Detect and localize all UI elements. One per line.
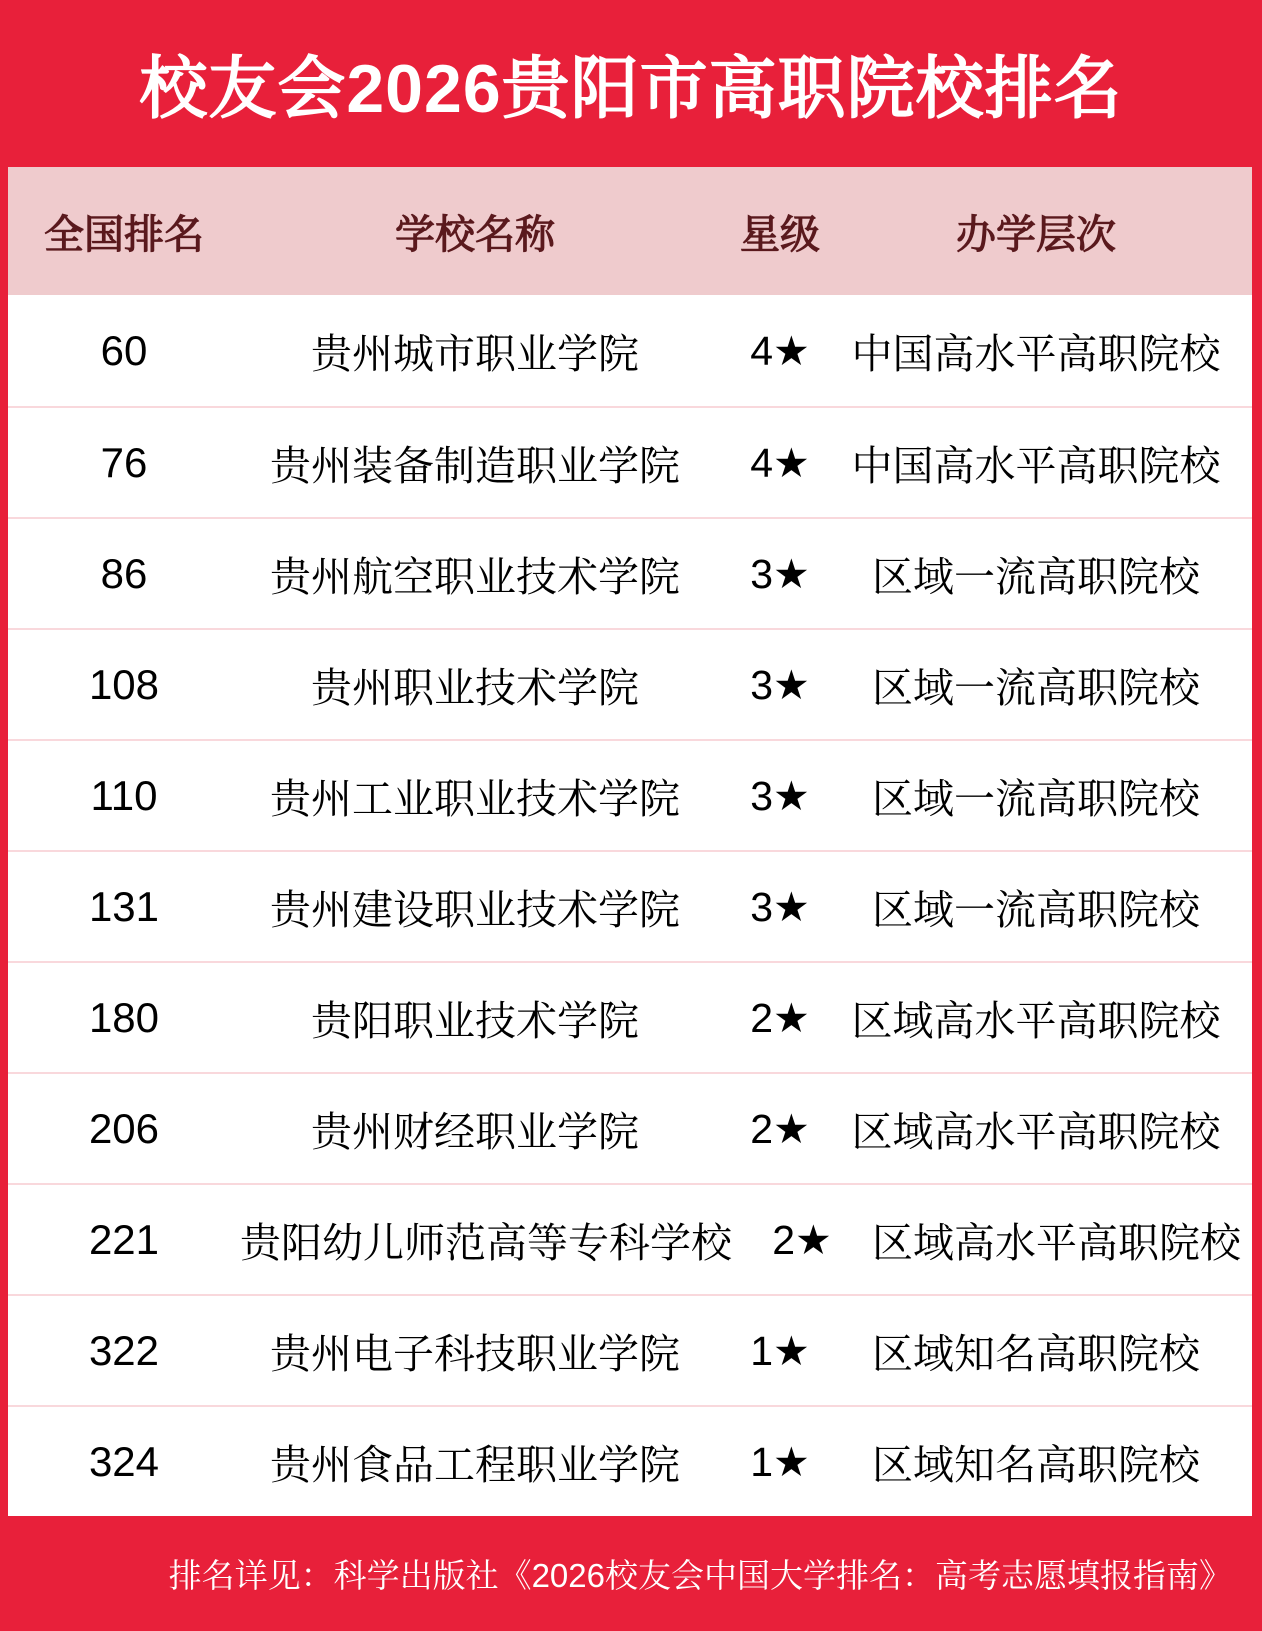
level-cell: 区域知名高职院校 <box>872 1331 1200 1377</box>
table-row <box>8 1183 1252 1294</box>
rank-cell: 206 <box>88 1104 160 1152</box>
stars-cell: 2★ <box>750 994 810 1041</box>
level-cell: 中国高水平高职院校 <box>851 331 1221 377</box>
stars-cell: 3★ <box>750 883 810 930</box>
rank-cell: 86 <box>100 549 148 597</box>
school-cell: 贵阳职业技术学院 <box>311 998 639 1044</box>
level-cell: 区域知名高职院校 <box>872 1442 1200 1488</box>
school-cell: 贵州建设职业技术学院 <box>270 887 680 933</box>
rank-cell: 322 <box>88 1326 160 1374</box>
column-header-stars: 星级 <box>740 212 820 257</box>
table-row <box>8 295 1252 406</box>
table-row <box>8 739 1252 850</box>
school-cell: 贵州装备制造职业学院 <box>270 443 680 489</box>
stars-cell: 2★ <box>750 1105 810 1152</box>
rank-cell: 180 <box>88 993 160 1041</box>
table-row <box>8 406 1252 517</box>
level-cell: 区域一流高职院校 <box>872 665 1200 711</box>
table-body <box>8 295 1252 1516</box>
rank-cell: 131 <box>88 882 160 930</box>
rank-cell: 110 <box>90 771 158 819</box>
school-cell: 贵州城市职业学院 <box>311 331 639 377</box>
stars-cell: 3★ <box>750 661 810 708</box>
stars-cell: 3★ <box>750 772 810 819</box>
stars-cell: 3★ <box>750 550 810 597</box>
school-cell: 贵州航空职业技术学院 <box>270 554 680 600</box>
table-row <box>8 628 1252 739</box>
school-cell: 贵州财经职业学院 <box>311 1109 639 1155</box>
table-row <box>8 517 1252 628</box>
footer-banner <box>0 1516 1262 1631</box>
level-cell: 区域一流高职院校 <box>872 776 1200 822</box>
rank-cell: 108 <box>88 660 160 708</box>
level-cell: 区域一流高职院校 <box>872 554 1200 600</box>
school-cell: 贵州职业技术学院 <box>311 665 639 711</box>
stars-cell: 2★ <box>772 1216 832 1263</box>
stars-cell: 4★ <box>750 439 810 486</box>
footer-note: 排名详见：科学出版社《2026校友会中国大学排名：高考志愿填报指南》 <box>168 1557 1232 1594</box>
level-cell: 区域高水平高职院校 <box>851 998 1221 1044</box>
table-row <box>8 1405 1252 1516</box>
rank-cell: 324 <box>88 1437 160 1485</box>
level-cell: 区域高水平高职院校 <box>872 1220 1241 1266</box>
title-banner <box>0 0 1262 167</box>
school-cell: 贵州电子科技职业学院 <box>270 1331 680 1377</box>
table-row <box>8 850 1252 961</box>
stars-cell: 1★ <box>750 1327 810 1374</box>
column-header-school: 学校名称 <box>395 212 555 257</box>
rank-cell: 76 <box>100 438 148 486</box>
column-header-level: 办学层次 <box>956 212 1116 257</box>
stars-cell: 4★ <box>750 327 810 374</box>
table-header-row <box>8 167 1252 295</box>
page-title: 校友会2026贵阳市高职院校排名 <box>139 51 1123 127</box>
school-cell: 贵阳幼儿师范高等专科学校 <box>240 1220 732 1266</box>
level-cell: 区域高水平高职院校 <box>851 1109 1221 1155</box>
stars-cell: 1★ <box>750 1438 810 1485</box>
rank-cell: 60 <box>100 326 148 374</box>
level-cell: 区域一流高职院校 <box>872 887 1200 933</box>
table-row <box>8 961 1252 1072</box>
table-row <box>8 1294 1252 1405</box>
rank-cell: 221 <box>88 1215 160 1263</box>
school-cell: 贵州食品工程职业学院 <box>270 1442 680 1488</box>
table-row <box>8 1072 1252 1183</box>
ranking-table <box>8 167 1252 1516</box>
school-cell: 贵州工业职业技术学院 <box>270 776 680 822</box>
column-header-rank: 全国排名 <box>44 212 204 257</box>
level-cell: 中国高水平高职院校 <box>851 443 1221 489</box>
